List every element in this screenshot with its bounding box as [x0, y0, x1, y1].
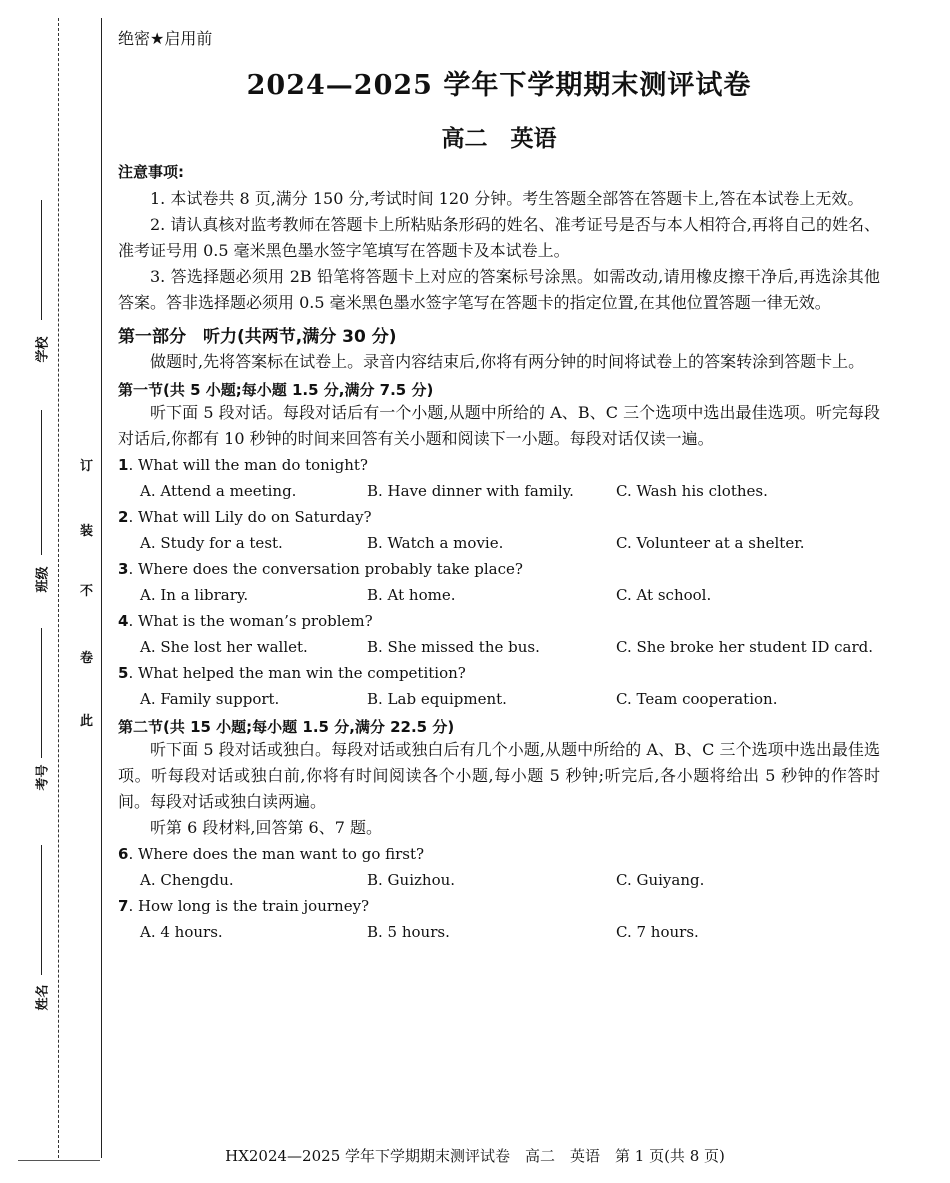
question-text: . What will the man do tonight? [128, 456, 368, 474]
question-text: . How long is the train journey? [128, 897, 370, 915]
section2-heading: 第二节(共 15 小题;每小题 1.5 分,满分 22.5 分) [118, 718, 455, 736]
question-text: . Where does the conversation probably take place? [128, 560, 523, 578]
question-text: . What is the woman’s problem? [128, 612, 373, 630]
option-b: B. At home. [367, 586, 456, 604]
option-c: C. Wash his clothes. [616, 482, 768, 500]
part1-heading: 第一部分 听力(共两节,满分 30 分) [118, 327, 397, 347]
binding-line [101, 18, 102, 1158]
page-title: 2024—2025 学年下学期期末测评试卷 [246, 70, 752, 101]
question-number: 6 [118, 845, 129, 863]
question-number: 3 [118, 560, 129, 578]
seal-char: 装 [80, 524, 94, 539]
option-a: A. She lost her wallet. [140, 638, 308, 656]
section1-questions [118, 452, 880, 712]
class-blank [41, 410, 42, 555]
option-b: B. 5 hours. [367, 923, 450, 941]
page-footer: HX2024—2025 学年下学期期末测评试卷 高二 英语 第 1 页(共 8 页) [225, 1147, 725, 1165]
option-a: A. Family support. [140, 690, 280, 708]
notice-item: 2. 请认真核对监考教师在答题卡上所粘贴条形码的姓名、准考证号是否与本人相符合,再将自己的姓名、准考证号用 0.5 毫米黑色墨水签字笔填写在答题卡及本试卷上。 [118, 215, 880, 260]
option-c: C. At school. [616, 586, 712, 604]
question-1 [118, 452, 880, 504]
name-blank [41, 845, 42, 975]
question-text: . What will Lily do on Saturday? [128, 508, 372, 526]
question-text: . What helped the man win the competition? [128, 664, 466, 682]
question-7 [118, 893, 880, 945]
notice-heading: 注意事项: [118, 163, 184, 181]
subject-title: 高二 英语 [441, 125, 557, 152]
question-3 [118, 556, 880, 608]
question-number: 1 [118, 456, 129, 474]
question-number: 7 [118, 897, 129, 915]
option-c: C. She broke her student ID card. [616, 638, 873, 656]
section2-intro: 听下面 5 段对话或独白。每段对话或独白后有几个小题,从题中所给的 A、B、C 三个选项中选出最佳选项。听每段对话或独白前,你将有时间阅读各个小题,每小题 5 秒钟;听完后,各小题将给出 5 秒钟的作答时间。每段对话或独白读两遍。 [118, 740, 880, 811]
notice-item: 1. 本试卷共 8 页,满分 150 分,考试时间 120 分钟。考生答题全部答在答题卡上,答在本试卷上无效。 [150, 189, 864, 208]
seal-char: 此 [80, 714, 94, 729]
binding-margin [0, 0, 110, 1160]
section1-intro: 听下面 5 段对话。每段对话后有一个小题,从题中所给的 A、B、C 三个选项中选出最佳选项。听完每段对话后,你都有 10 秒钟的时间来回答有关小题和阅读下一小题。每段对话仅读一遍。 [118, 403, 880, 448]
class-label: 班级 [35, 566, 51, 593]
question-2 [118, 504, 880, 556]
question-6 [118, 841, 880, 893]
option-c: C. 7 hours. [616, 923, 699, 941]
part1-intro: 做题时,先将答案标在试卷上。录音内容结束后,你将有两分钟的时间将试卷上的答案转涂到答题卡上。 [150, 352, 865, 371]
exam-page [118, 26, 880, 945]
option-b: B. She missed the bus. [367, 638, 540, 656]
question-5 [118, 660, 880, 712]
exam-no-label: 考号 [35, 764, 51, 791]
section2-questions [118, 841, 880, 945]
option-a: A. Chengdu. [140, 871, 234, 889]
option-b: B. Have dinner with family. [367, 482, 574, 500]
option-a: A. 4 hours. [140, 923, 223, 941]
cut-line [58, 18, 59, 1158]
option-a: A. In a library. [140, 586, 249, 604]
secret-mark: 绝密★启用前 [118, 29, 213, 48]
exam-no-blank [41, 628, 42, 758]
section2-material: 听第 6 段材料,回答第 6、7 题。 [150, 818, 382, 837]
school-blank [41, 200, 42, 320]
option-a: A. Attend a meeting. [140, 482, 297, 500]
name-label: 姓名 [35, 984, 51, 1011]
question-text: . Where does the man want to go first? [128, 845, 425, 863]
question-number: 2 [118, 508, 129, 526]
option-b: B. Lab equipment. [367, 690, 507, 708]
option-c: C. Guiyang. [616, 871, 705, 889]
seal-char: 不 [80, 584, 94, 599]
option-a: A. Study for a test. [140, 534, 283, 552]
question-4 [118, 608, 880, 660]
option-c: C. Volunteer at a shelter. [616, 534, 805, 552]
notice-item: 3. 答选择题必须用 2B 铅笔将答题卡上对应的答案标号涂黑。如需改动,请用橡皮擦干净后,再选涂其他答案。答非选择题必须用 0.5 毫米黑色墨水签字笔写在答题卡的指定位置,在其他位置答题一律无效。 [118, 267, 880, 312]
seal-char: 订 [80, 459, 94, 474]
option-b: B. Watch a movie. [367, 534, 504, 552]
option-b: B. Guizhou. [367, 871, 456, 889]
seal-char: 卷 [80, 651, 94, 666]
section1-heading: 第一节(共 5 小题;每小题 1.5 分,满分 7.5 分) [118, 381, 434, 399]
question-number: 5 [118, 664, 129, 682]
question-number: 4 [118, 612, 129, 630]
option-c: C. Team cooperation. [616, 690, 778, 708]
school-label: 学校 [35, 336, 51, 363]
